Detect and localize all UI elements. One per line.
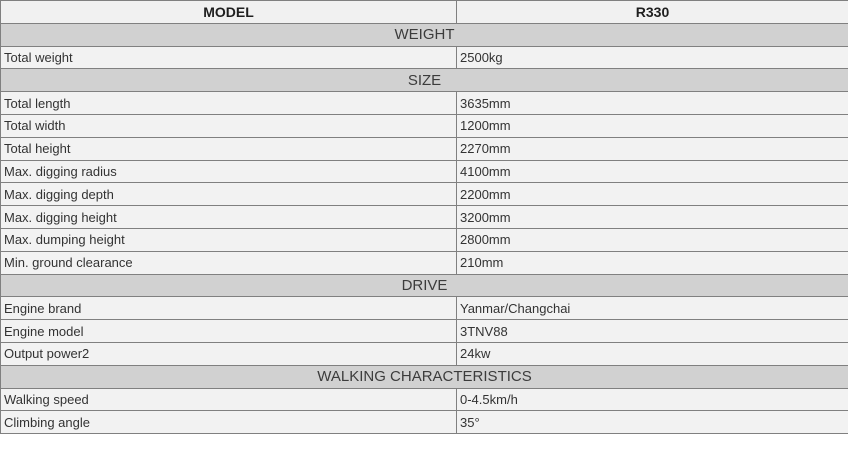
spec-label-cell: Total weight bbox=[1, 46, 457, 69]
table-header-row bbox=[1, 1, 848, 24]
spec-label-cell: Total length bbox=[1, 92, 457, 115]
spec-value-cell: 3635mm bbox=[457, 92, 848, 115]
spec-value-cell: 2200mm bbox=[457, 183, 848, 206]
table-row bbox=[1, 92, 848, 115]
table-row bbox=[1, 206, 848, 229]
spec-label-cell: Max. digging height bbox=[1, 206, 457, 229]
table-row bbox=[1, 388, 848, 411]
model-value-header-cell: R330 bbox=[457, 1, 848, 24]
section-title: DRIVE bbox=[1, 274, 848, 297]
spec-value-cell: 210mm bbox=[457, 251, 848, 274]
spec-label-cell: Total height bbox=[1, 137, 457, 160]
section-header-size bbox=[1, 69, 848, 92]
table-row bbox=[1, 411, 848, 434]
spec-value-cell: 0-4.5km/h bbox=[457, 388, 848, 411]
spec-value-cell: 1200mm bbox=[457, 114, 848, 137]
spec-value-cell: 35° bbox=[457, 411, 848, 434]
spec-value-cell: Yanmar/Changchai bbox=[457, 297, 848, 320]
section-header-drive bbox=[1, 274, 848, 297]
spec-value-cell: 24kw bbox=[457, 342, 848, 365]
spec-value-cell: 3TNV88 bbox=[457, 320, 848, 343]
section-title: WEIGHT bbox=[1, 23, 848, 46]
table-row bbox=[1, 160, 848, 183]
table-row bbox=[1, 114, 848, 137]
spec-label-cell: Max. digging depth bbox=[1, 183, 457, 206]
spec-value-cell: 4100mm bbox=[457, 160, 848, 183]
spec-label-cell: Walking speed bbox=[1, 388, 457, 411]
section-header-walking-characteristics bbox=[1, 365, 848, 388]
spec-label-cell: Engine brand bbox=[1, 297, 457, 320]
spec-label-cell: Output power2 bbox=[1, 342, 457, 365]
table-row bbox=[1, 137, 848, 160]
table-row bbox=[1, 251, 848, 274]
model-header-cell: MODEL bbox=[1, 1, 457, 24]
table-row bbox=[1, 183, 848, 206]
table-row bbox=[1, 297, 848, 320]
section-header-weight bbox=[1, 23, 848, 46]
spec-label-cell: Max. dumping height bbox=[1, 228, 457, 251]
spec-value-cell: 2270mm bbox=[457, 137, 848, 160]
spec-label-cell: Min. ground clearance bbox=[1, 251, 457, 274]
spec-value-cell: 2500kg bbox=[457, 46, 848, 69]
section-title: SIZE bbox=[1, 69, 848, 92]
section-title: WALKING CHARACTERISTICS bbox=[1, 365, 848, 388]
spec-label-cell: Total width bbox=[1, 114, 457, 137]
spec-value-cell: 2800mm bbox=[457, 228, 848, 251]
spec-label-cell: Engine model bbox=[1, 320, 457, 343]
spec-label-cell: Max. digging radius bbox=[1, 160, 457, 183]
table-row bbox=[1, 46, 848, 69]
table-row bbox=[1, 342, 848, 365]
table-row bbox=[1, 228, 848, 251]
table-row bbox=[1, 320, 848, 343]
spec-value-cell: 3200mm bbox=[457, 206, 848, 229]
spec-label-cell: Climbing angle bbox=[1, 411, 457, 434]
